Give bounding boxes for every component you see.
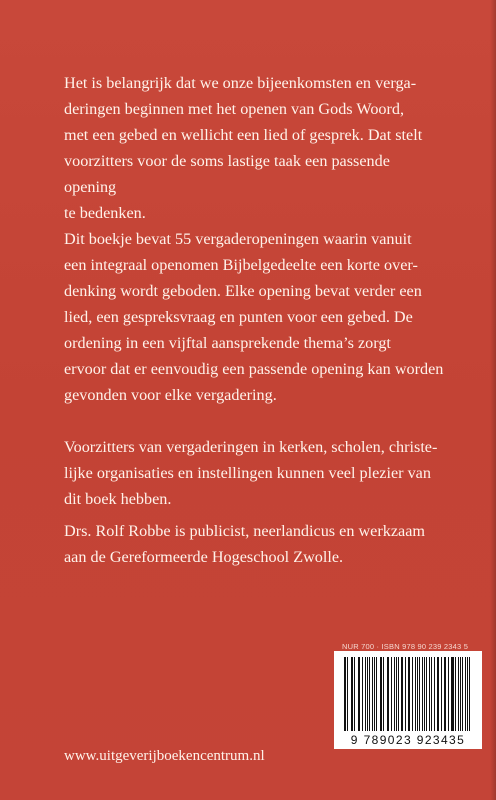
- author-bio-line: Drs. Rolf Robbe is publicist, neerlandicus en werkzaam: [64, 522, 425, 540]
- blurb-line: een integraal openomen Bijbelgedeelte een korte over-: [64, 256, 418, 274]
- blurb-line: denking wordt geboden. Elke opening bevat verder een: [64, 282, 422, 300]
- barcode-bars: [344, 657, 472, 731]
- blurb-line: lied, een gespreksvraag en punten voor een gebed. De: [64, 308, 413, 326]
- cover-edge-shadow: [490, 0, 496, 800]
- barcode-bar: [372, 657, 373, 731]
- barcode-bar: [445, 657, 446, 731]
- barcode-bar: [422, 657, 423, 731]
- blurb-line: te bedenken.: [64, 204, 146, 222]
- blurb-line: Voorzitters van vergaderingen in kerken, scholen, christe-: [64, 438, 438, 456]
- blurb-line: met een gebed en wellicht een lied of gesprek. Dat stelt: [64, 126, 423, 144]
- barcode-bar: [452, 657, 453, 731]
- barcode-bar: [359, 657, 360, 731]
- blurb-line: Het is belangrijk dat we onze bijeenkomsten en verga-: [64, 74, 417, 92]
- blurb-line: voorzitters voor de soms lastige taak een passende opening: [64, 152, 390, 196]
- blurb-line: deringen beginnen met het openen van Gods Woord,: [64, 100, 405, 118]
- publisher-website: www.uitgeverijboekencentrum.nl: [64, 748, 265, 764]
- author-bio: [64, 518, 444, 570]
- barcode-bar: [369, 657, 370, 731]
- barcode-bar: [383, 657, 384, 731]
- blurb-line: ordening in een vijftal aansprekende thema’s zorgt: [64, 334, 391, 352]
- barcode-bar: [388, 657, 389, 731]
- blurb-line: Dit boekje bevat 55 vergaderopeningen waarin vanuit: [64, 230, 412, 248]
- blurb-paragraph-3: [64, 434, 444, 512]
- barcode-digits: 9 789023 923435: [350, 733, 466, 747]
- barcode-bar: [465, 657, 466, 731]
- nur-isbn-text: NUR 700 · ISBN 978 90 239 2343 5: [342, 642, 469, 651]
- blurb-line: ervoor dat er eenvoudig een passende opening kan worden: [64, 360, 444, 378]
- blurb-line: lijke organisaties en instellingen kunnen veel plezier van: [64, 464, 431, 482]
- isbn-barcode: [334, 651, 482, 749]
- barcode-bar: [424, 657, 425, 731]
- barcode-bar: [415, 657, 416, 731]
- barcode-bar: [362, 657, 363, 731]
- barcode-bar: [431, 657, 432, 731]
- blurb-line: gevonden voor elke vergadering.: [64, 386, 277, 404]
- barcode-bar: [444, 657, 445, 731]
- blurb-line: dit boek hebben.: [64, 490, 172, 508]
- blurb-paragraph-2: [64, 226, 444, 408]
- blurb-paragraph-1: [64, 70, 444, 226]
- barcode-bar: [381, 657, 382, 731]
- barcode-bar: [409, 657, 410, 731]
- paragraph-gap: [64, 408, 444, 434]
- barcode-bar: [438, 657, 439, 731]
- author-bio-line: aan de Gereformeerde Hogeschool Zwolle.: [64, 548, 344, 566]
- blurb-text: [64, 70, 444, 512]
- barcode-bar: [396, 657, 397, 731]
- barcode-bar: [352, 657, 353, 731]
